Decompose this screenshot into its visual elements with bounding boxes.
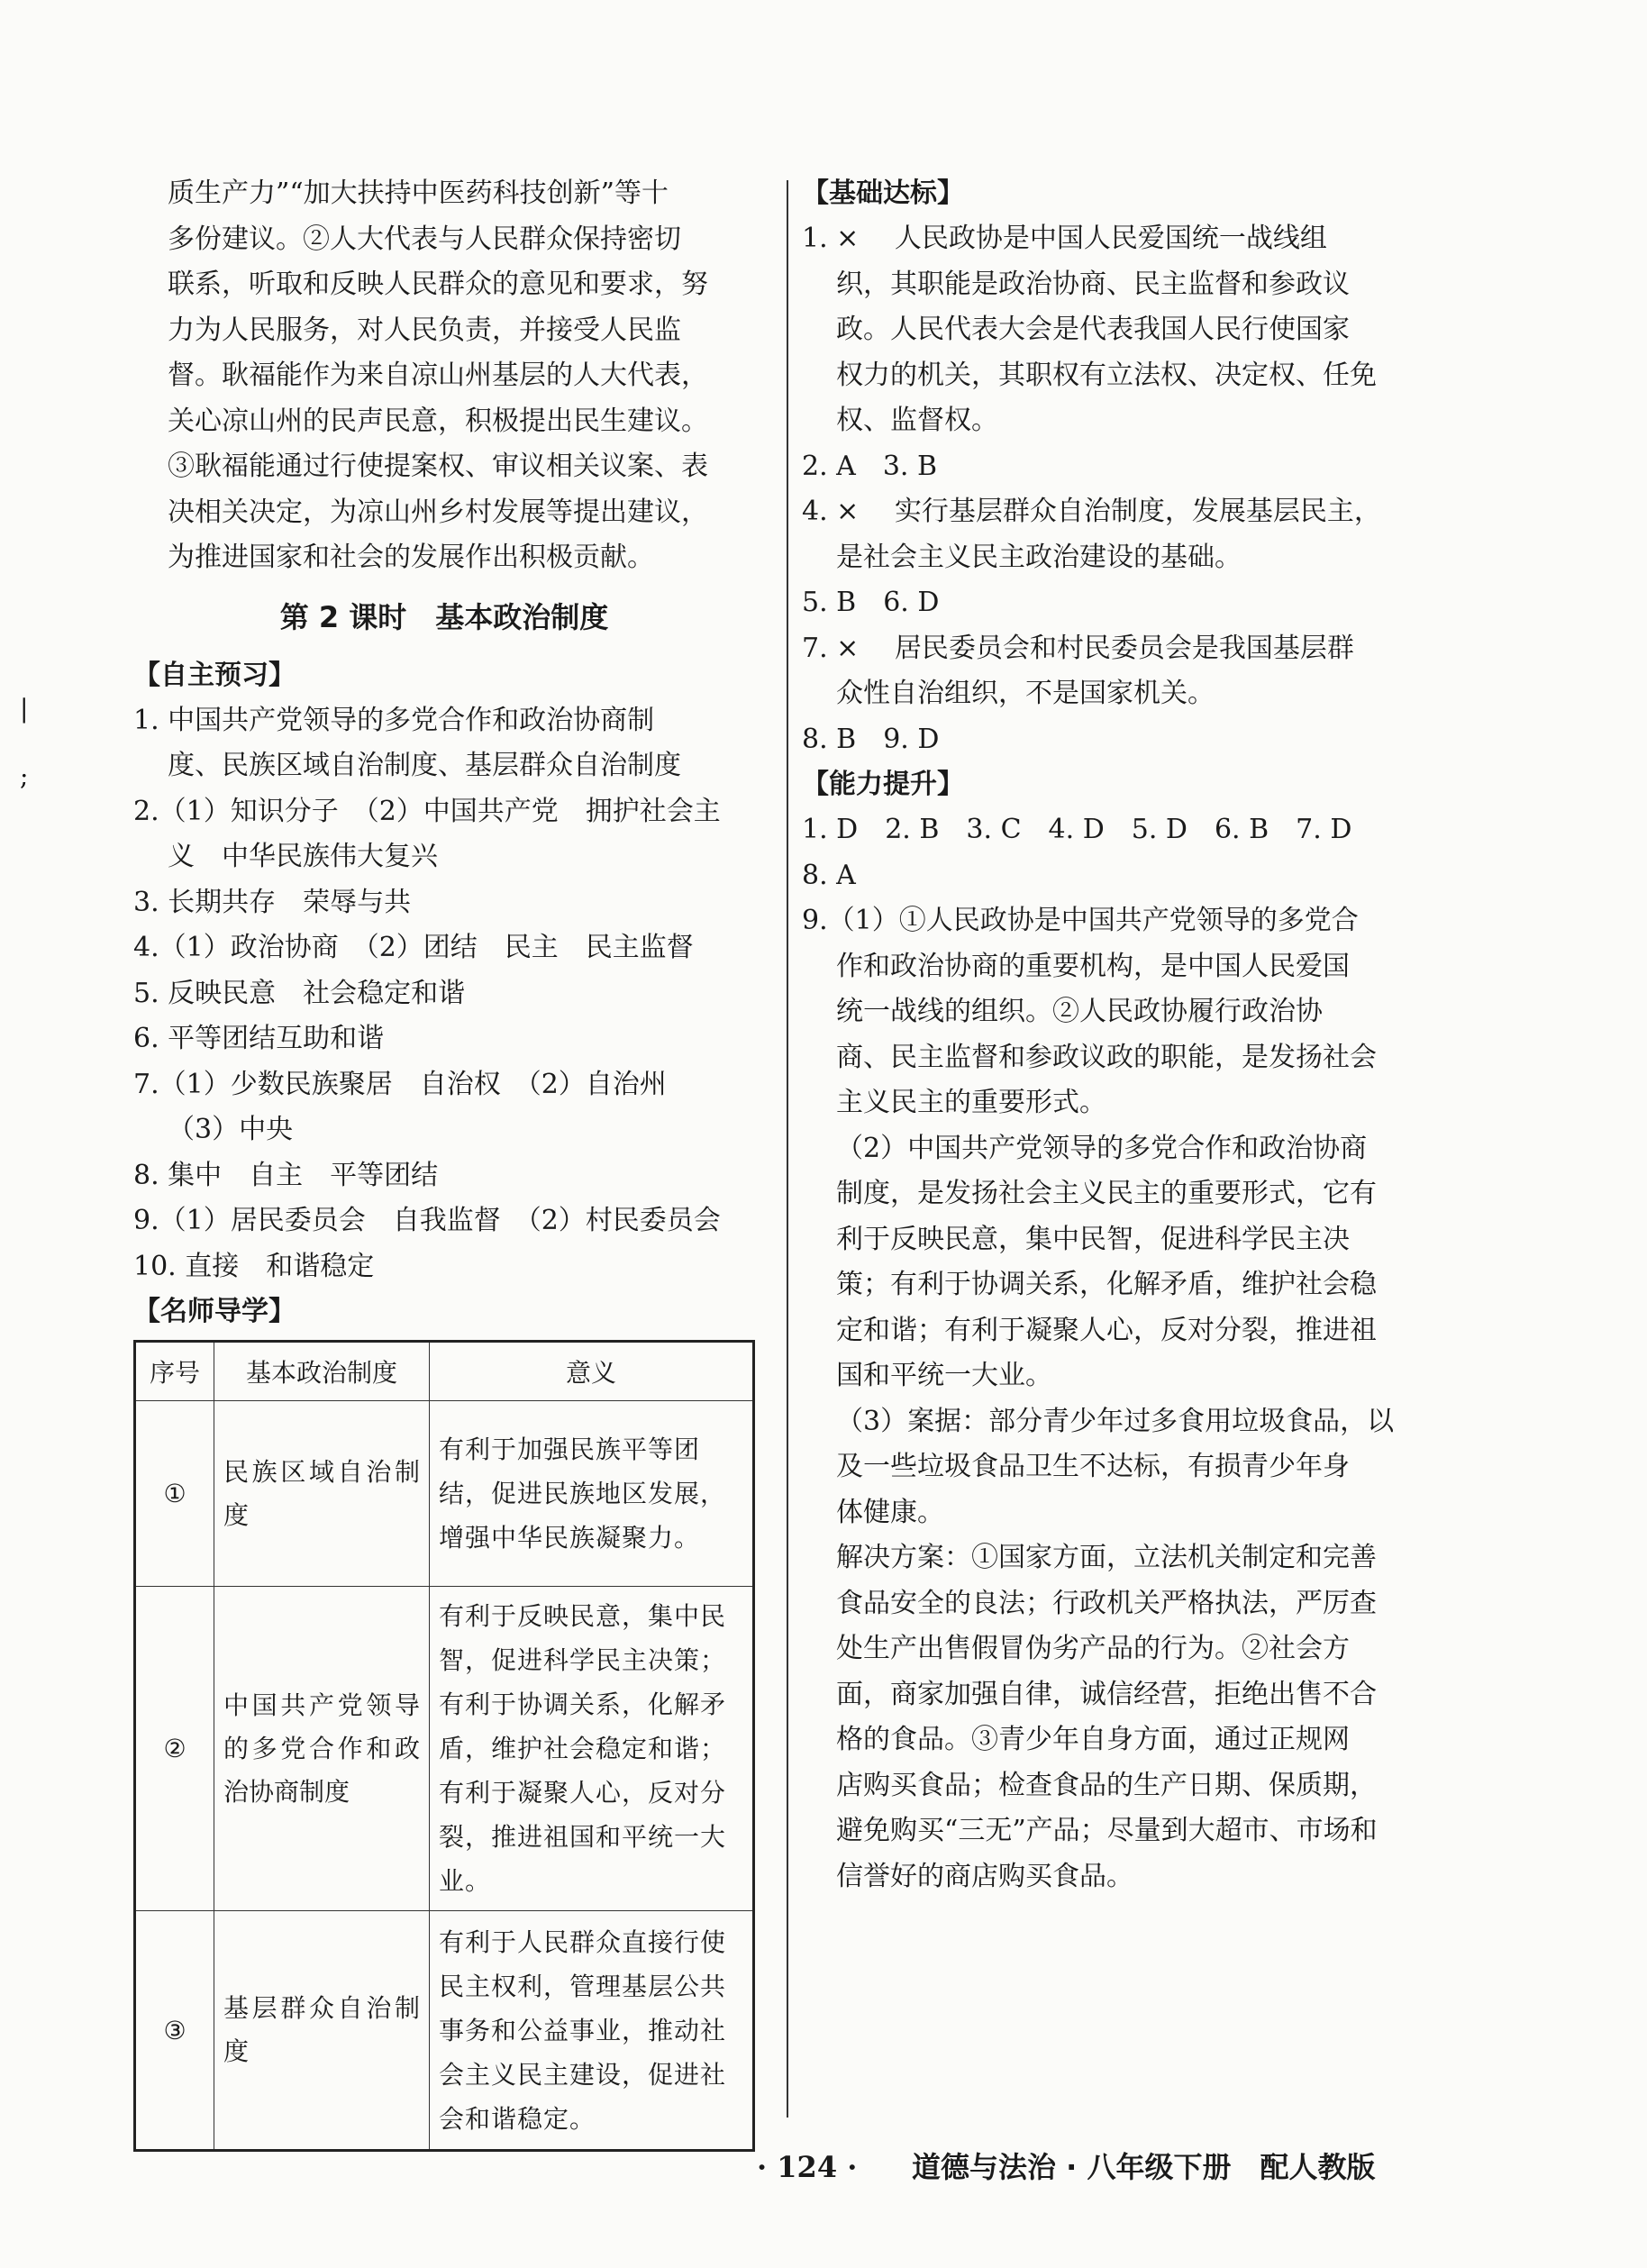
left-column <box>133 171 755 2152</box>
row-meaning <box>430 1401 754 1587</box>
q9-line: 解决方案：①国家方面，立法机关制定和完善 <box>836 1542 1377 1573</box>
list-item-continued: 权、监督权。 <box>836 405 998 436</box>
row-meaning-text: 有利于人民群众直接行使民主权利，管理基层公共事务和公益事业，推动社会主义民主建设，促进社会和谐稳定。 <box>439 1926 727 2134</box>
basic-heading: 【基础达标】 <box>802 178 964 209</box>
paragraph-line: 关心凉山州的民声民意，积极提出民生建议。 <box>168 405 708 437</box>
list-item-continued: 是社会主义民主政治建设的基础。 <box>836 541 1242 573</box>
list-item: 2. A 3. B <box>802 450 938 482</box>
q9-line: （3）案据：部分青少年过多食用垃圾食品，以 <box>836 1405 1395 1437</box>
row-system-text: 中国共产党领导的多党合作和政治协商制度 <box>223 1690 420 1807</box>
q9-line: 格的食品。③青少年自身方面，通过正规网 <box>836 1724 1350 1755</box>
q9-line: 商、民主监督和参政议政的职能，是发扬社会 <box>836 1041 1377 1073</box>
list-item-continued: 度、民族区域自治制度、基层群众自治制度 <box>168 750 681 781</box>
q9-line: （2）中国共产党领导的多党合作和政治协商 <box>836 1132 1368 1164</box>
q9-line: 定和谐；有利于凝聚人心，反对分裂，推进祖 <box>836 1314 1377 1346</box>
list-item: 1. 中国共产党领导的多党合作和政治协商制 <box>133 704 655 736</box>
table-row <box>135 1911 754 2151</box>
paragraph-line: ③耿福能通过行使提案权、审议相关议案、表 <box>168 451 708 482</box>
q9-line: 国和平统一大业。 <box>836 1360 1052 1391</box>
row-number: ② <box>135 1587 214 1911</box>
list-item: 1. × 人民政协是中国人民爱国统一战线组 <box>802 223 1327 254</box>
paragraph-line: 决相关决定，为凉山州乡村发展等提出建议， <box>168 496 708 528</box>
table-row <box>135 1401 754 1587</box>
page-footer <box>0 2140 1647 2194</box>
list-item: 5. 反映民意 社会稳定和谐 <box>133 977 466 1009</box>
q9-line: 店购买食品；检查食品的生产日期、保质期， <box>836 1769 1377 1801</box>
q9-line: 利于反映民意，集中民智，促进科学民主决 <box>836 1223 1350 1255</box>
q9-line: 主义民主的重要形式。 <box>836 1087 1106 1118</box>
paragraph-line: 质生产力”“加大扶持中医药科技创新”等十 <box>168 178 669 209</box>
book-title: 道德与法治 · 八年级下册 配人教版 <box>912 2150 1376 2184</box>
ability-answers-line-1: 1. D 2. B 3. C 4. D 5. D 6. B 7. D <box>802 814 1352 845</box>
row-system <box>214 1911 430 2151</box>
q9-line: 体健康。 <box>836 1496 944 1528</box>
page-number: · 124 · <box>757 2150 858 2184</box>
list-item: 7.（1）少数民族聚居 自治权 （2）自治州 <box>133 1068 667 1100</box>
guide-heading: 【名师导学】 <box>133 1296 296 1327</box>
table-header-meaning: 意义 <box>430 1342 754 1401</box>
preview-list <box>133 698 755 1290</box>
ability-heading: 【能力提升】 <box>802 769 964 800</box>
row-system <box>214 1401 430 1587</box>
row-meaning <box>430 1587 754 1911</box>
list-item-continued: 权力的机关，其职权有立法权、决定权、任免 <box>836 359 1377 391</box>
paragraph-line: 联系，听取和反映人民群众的意见和要求，努 <box>168 269 708 300</box>
q9-line: 策；有利于协调关系，化解矛盾，维护社会稳 <box>836 1269 1377 1300</box>
table-header-no: 序号 <box>135 1342 214 1401</box>
lesson-title: 第 2 课时 基本政治制度 <box>279 599 609 634</box>
q9-part4 <box>802 1535 1433 1899</box>
right-column <box>802 171 1433 1899</box>
list-item: 3. 长期共存 荣辱与共 <box>133 886 412 918</box>
list-item-continued: 义 中华民族伟大复兴 <box>168 841 438 872</box>
q9-line: 面，商家加强自律，诚信经营，拒绝出售不合 <box>836 1678 1377 1710</box>
q9-line: 统一战线的组织。②人民政协履行政治协 <box>836 996 1323 1027</box>
list-item: 4. × 实行基层群众自治制度，发展基层民主， <box>802 496 1381 527</box>
table-header-system: 基本政治制度 <box>214 1342 430 1401</box>
continued-paragraph <box>133 171 755 581</box>
table-row <box>135 1587 754 1911</box>
q9-line: 制度，是发扬社会主义民主的重要形式，它有 <box>836 1178 1377 1209</box>
list-item: 2.（1）知识分子 （2）中国共产党 拥护社会主 <box>133 795 721 827</box>
paragraph-line: 多份建议。②人大代表与人民群众保持密切 <box>168 223 681 255</box>
q9-part2 <box>802 1126 1433 1399</box>
row-system-text: 民族区域自治制度 <box>223 1456 420 1530</box>
list-item-continued: 政。人民代表大会是代表我国人民行使国家 <box>836 314 1350 345</box>
column-divider <box>787 180 788 2118</box>
list-item-continued: 众性自治组织，不是国家机关。 <box>836 678 1215 709</box>
q9-line: 食品安全的良法；行政机关严格执法，严厉查 <box>836 1587 1377 1619</box>
list-item: 10. 直接 和谐稳定 <box>133 1250 375 1282</box>
q9-line: 处生产出售假冒伪劣产品的行为。②社会方 <box>836 1633 1350 1664</box>
q9-line: 及一些垃圾食品卫生不达标，有损青少年身 <box>836 1451 1350 1482</box>
q9-first-line: 9.（1）①人民政协是中国共产党领导的多党合 <box>802 905 1359 936</box>
list-item: 5. B 6. D <box>802 587 940 618</box>
list-item: 8. B 9. D <box>802 723 940 755</box>
margin-mark-bottom: ; <box>20 761 29 791</box>
q9-line: 信誉好的商店购买食品。 <box>836 1860 1133 1892</box>
row-system <box>214 1587 430 1911</box>
row-number: ③ <box>135 1911 214 2151</box>
list-item: 8. 集中 自主 平等团结 <box>133 1159 439 1191</box>
list-item-continued: （3）中央 <box>168 1114 294 1145</box>
q9-part3 <box>802 1399 1433 1536</box>
list-item: 9.（1）居民委员会 自我监督 （2）村民委员会 <box>133 1205 721 1236</box>
margin-mark-top: | <box>20 694 29 724</box>
ability-answers-line-2: 8. A <box>802 859 856 891</box>
row-meaning-text: 有利于反映民意，集中民智，促进科学民主决策；有利于协调关系，化解矛盾，维护社会稳定和谐；有利于凝聚人心，反对分裂，推进祖国和平统一大业。 <box>439 1601 727 1896</box>
row-system-text: 基层群众自治制度 <box>223 1993 420 2066</box>
paragraph-line: 督。耿福能作为来自凉山州基层的人大代表， <box>168 360 708 391</box>
paragraph-line: 力为人民服务，对人民负责，并接受人民监 <box>168 314 681 346</box>
list-item-continued: 织，其职能是政治协商、民主监督和参政议 <box>836 268 1350 300</box>
q9-part1 <box>802 944 1433 1126</box>
political-system-table <box>133 1340 755 2152</box>
q9-line: 作和政治协商的重要机构，是中国人民爱国 <box>836 950 1350 982</box>
q9-line: 避免购买“三无”产品；尽量到大超市、市场和 <box>836 1815 1378 1846</box>
preview-heading: 【自主预习】 <box>133 659 296 691</box>
row-meaning <box>430 1911 754 2151</box>
row-meaning-text: 有利于加强民族平等团结，促进民族地区发展，增强中华民族凝聚力。 <box>439 1435 727 1553</box>
list-item: 6. 平等团结互助和谐 <box>133 1023 385 1054</box>
basic-list <box>802 216 1433 762</box>
list-item: 7. × 居民委员会和村民委员会是我国基层群 <box>802 632 1354 664</box>
list-item: 4.（1）政治协商 （2）团结 民主 民主监督 <box>133 932 694 963</box>
paragraph-line: 为推进国家和社会的发展作出积极贡献。 <box>168 542 654 573</box>
row-number: ① <box>135 1401 214 1587</box>
